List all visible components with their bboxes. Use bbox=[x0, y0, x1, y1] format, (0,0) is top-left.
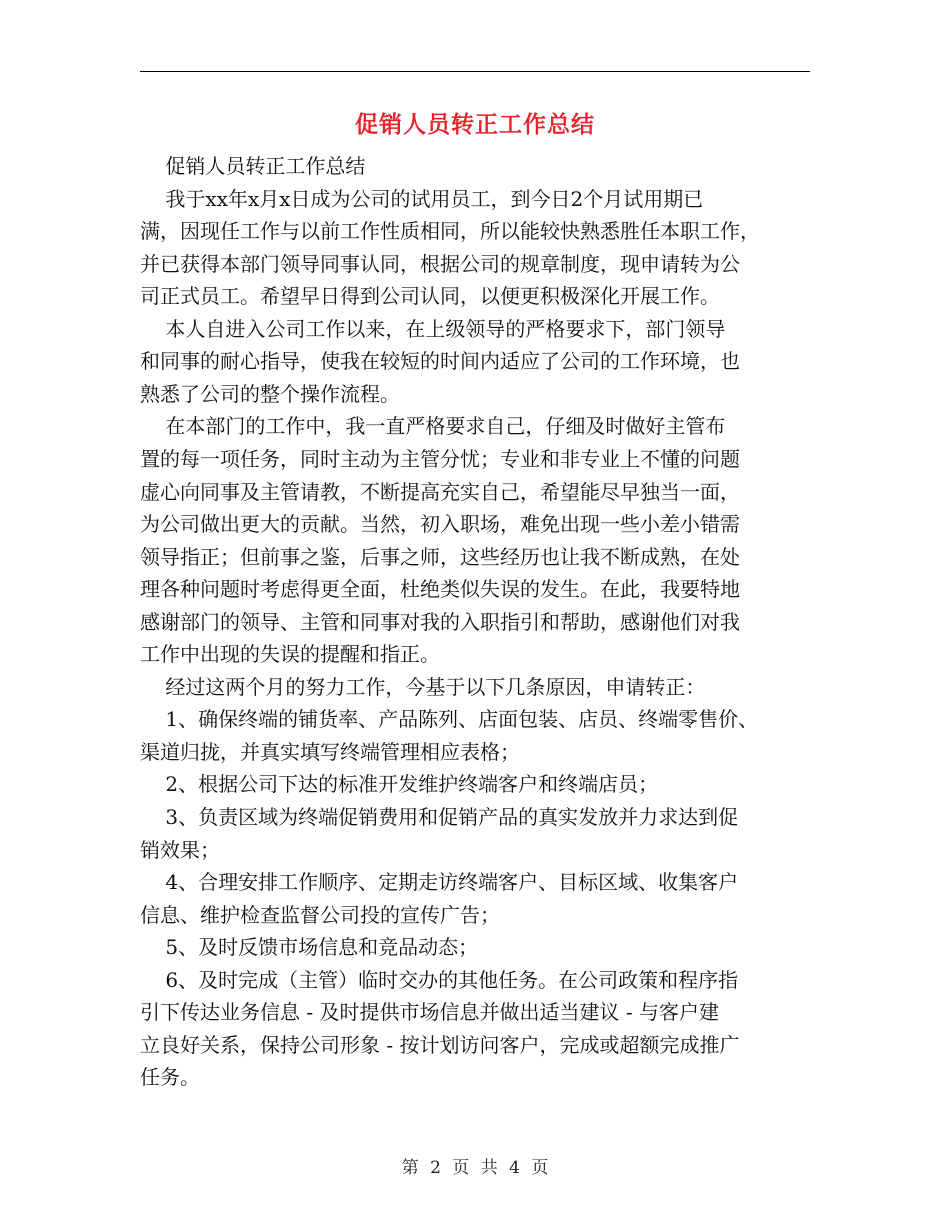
body-text-line: 5、及时反馈市场信息和竞品动态； bbox=[140, 935, 479, 960]
body-text-line: 熟悉了公司的整个操作流程。 bbox=[140, 381, 400, 406]
body-text-line: 引下传达业务信息 - 及时提供市场信息并做出适当建议 - 与客户建 bbox=[140, 1000, 719, 1025]
body-text-line: 在本部门的工作中，我一直严格要求自己，仔细及时做好主管布 bbox=[140, 414, 726, 439]
body-text-line: 促销人员转正工作总结 bbox=[140, 154, 366, 178]
body-text-line: 渠道归拢，并真实填写终端管理相应表格； bbox=[140, 739, 520, 764]
header-rule bbox=[140, 71, 810, 72]
body-text-line: 本人自进入公司工作以来，在上级领导的严格要求下，部门领导 bbox=[140, 316, 726, 341]
body-text-line: 为公司做出更大的贡献。当然，初入职场，难免出现一些小差小错需 bbox=[140, 512, 740, 536]
body-text-line: 任务。 bbox=[140, 1065, 200, 1090]
document-title: 促销人员转正工作总结 bbox=[355, 111, 595, 138]
body-text-line: 经过这两个月的努力工作，今基于以下几条原因，申请转正： bbox=[140, 674, 706, 699]
body-text-line: 领导指正；但前事之鉴，后事之师，这些经历也让我不断成熟，在处 bbox=[140, 544, 740, 569]
body-text-line: 1、确保终端的铺货率、产品陈列、店面包装、店员、终端零售价、 bbox=[140, 707, 759, 732]
body-text-line: 和同事的耐心指导，使我在较短的时间内适应了公司的工作环境，也 bbox=[140, 349, 740, 374]
body-text-line: 虚心向同事及主管请教，不断提高充实自己，希望能尽早独当一面， bbox=[140, 479, 740, 504]
body-text-line: 4、合理安排工作顺序、定期走访终端客户、目标区域、收集客户 bbox=[140, 870, 739, 895]
body-text-line: 立良好关系，保持公司形象 - 按计划访问客户，完成或超额完成推广 bbox=[140, 1032, 740, 1057]
body-text-line: 我于xx年x月x日成为公司的试用员工，到今日2个月试用期已 bbox=[140, 186, 704, 211]
body-text-line: 2、根据公司下达的标准开发维护终端客户和终端店员； bbox=[140, 772, 659, 797]
body-text-line: 6、及时完成（主管）临时交办的其他任务。在公司政策和程序指 bbox=[140, 967, 739, 992]
body-text-line: 信息、维护检查监督公司投的宣传广告； bbox=[140, 902, 500, 927]
body-text-line: 3、负责区域为终端促销费用和促销产品的真实发放并力求达到促 bbox=[140, 805, 739, 829]
body-text-line: 理各种问题时考虑得更全面，杜绝类似失误的发生。在此，我要特地 bbox=[140, 577, 740, 602]
body-text-line: 司正式员工。希望早日得到公司认同，以便更积极深化开展工作。 bbox=[140, 284, 720, 309]
body-text-line: 感谢部门的领导、主管和同事对我的入职指引和帮助，感谢他们对我 bbox=[140, 609, 740, 634]
body-text-line: 并已获得本部门领导同事认同，根据公司的规章制度，现申请转为公 bbox=[140, 251, 740, 276]
body-text-line: 满，因现任工作与以前工作性质相同，所以能较快熟悉胜任本职工作， bbox=[140, 219, 760, 244]
body-text-line: 工作中出现的失误的提醒和指正。 bbox=[140, 642, 440, 667]
body-text-line: 置的每一项任务，同时主动为主管分忧；专业和非专业上不懂的问题 bbox=[140, 446, 740, 471]
body-text-line: 销效果； bbox=[140, 837, 220, 862]
page-number: 第 2 页 共 4 页 bbox=[401, 1158, 549, 1178]
